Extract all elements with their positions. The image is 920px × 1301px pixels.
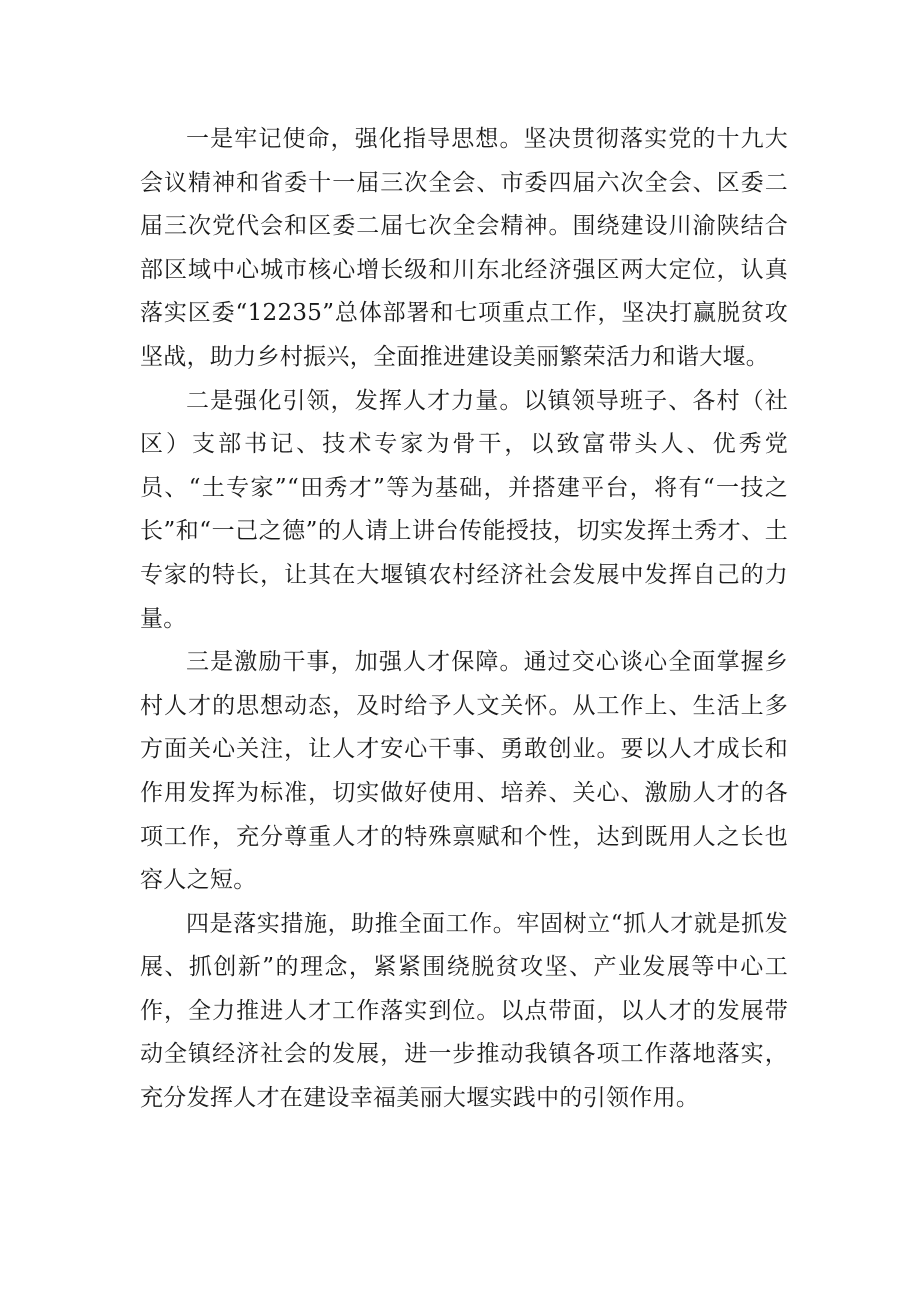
paragraph-3: 三是激励干事，加强人才保障。通过交心谈心全面掌握乡村人才的思想动态，及时给予人文关怀。从工作上、生活上多方面关心关注，让人才安心干事、勇敢创业。要以人才成长和作用发挥为标准，切实做好使用、培养、关心、激励人才的各项工作，充分尊重人才的特殊禀赋和个性，达到既用人之长也容人之短。 <box>140 649 788 894</box>
document-body <box>140 118 788 1121</box>
paragraph-2: 二是强化引领，发挥人才力量。以镇领导班子、各村（社区）支部书记、技术专家为骨干，以致富带头人、优秀党员、“土专家”“田秀才”等为基础，并搭建平台，将有“一技之长”和“一己之德”的人请上讲台传能授技，切实发挥土秀才、土专家的特长，让其在大堰镇农村经济社会发展中发挥自己的力量。 <box>140 387 788 632</box>
paragraph-1: 一是牢记使命，强化指导思想。坚决贯彻落实党的十九大会议精神和省委十一届三次全会、市委四届六次全会、区委二届三次党代会和区委二届七次全会精神。围绕建设川渝陕结合部区域中心城市核心增长级和川东北经济强区两大定位，认真落实区委“12235”总体部署和七项重点工作，坚决打赢脱贫攻坚战，助力乡村振兴，全面推进建设美丽繁荣活力和谐大堰。 <box>140 126 788 370</box>
paragraph-4: 四是落实措施，助推全面工作。牢固树立“抓人才就是抓发展、抓创新”的理念，紧紧围绕脱贫攻坚、产业发展等中心工作，全力推进人才工作落实到位。以点带面，以人才的发展带动全镇经济社会的发展，进一步推动我镇各项工作落地落实，充分发挥人才在建设幸福美丽大堰实践中的引领作用。 <box>140 910 788 1112</box>
